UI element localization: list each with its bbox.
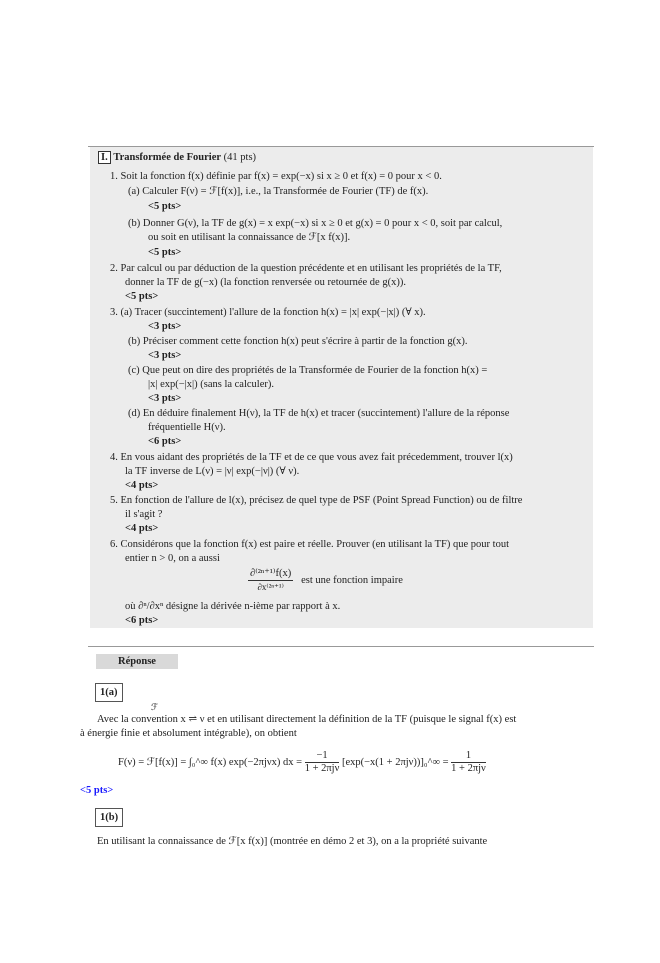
question-1: 1. Soit la fonction f(x) définie par f(x) = exp(−x) si x ≥ 0 et f(x) = 0 pour x < 0. xyxy=(110,171,442,182)
question-4-points: <4 pts> xyxy=(125,480,159,491)
question-1a-points: <5 pts> xyxy=(148,201,182,212)
question-5-line1: 5. En fonction de l'allure de l(x), précisez de quel type de PSF (Point Spread Function) ou de filtre xyxy=(110,495,523,506)
section-number: I. xyxy=(98,151,111,164)
fraction-2-denominator: 1 + 2πjν xyxy=(451,763,486,774)
answer-1a-line1: Avec la convention x ⇌ ν et en utilisant directement la définition de la TF (puisque le signal f(x) est xyxy=(97,714,517,725)
question-3a-points: <3 pts> xyxy=(148,321,182,332)
question-3b: (b) Préciser comment cette fonction h(x) peut s'écrire à partir de la fonction g(x). xyxy=(128,336,468,347)
question-3b-points: <3 pts> xyxy=(148,350,182,361)
question-2-points: <5 pts> xyxy=(125,291,159,302)
fraction-1 xyxy=(305,750,340,775)
section-heading xyxy=(98,151,256,164)
fourier-arrow-label: ℱ xyxy=(151,702,159,712)
derivative-fraction xyxy=(248,568,293,593)
question-2-line2: donner la TF de g(−x) (la fonction renversée ou retournée de g(x)). xyxy=(125,277,406,288)
question-4-line1: 4. En vous aidant des propriétés de la TF et de ce que vous avez fait précedemment, trouver l(x) xyxy=(110,452,513,463)
section-points: (41 pts) xyxy=(223,152,257,163)
answer-tag-1a: 1(a) xyxy=(95,683,123,702)
answer-1a-equation xyxy=(118,750,486,775)
fraction-1-numerator: −1 xyxy=(305,750,340,763)
question-3d-line2: fréquentielle H(ν). xyxy=(148,422,226,433)
answer-1a-points: <5 pts> xyxy=(80,785,114,796)
question-6-formula xyxy=(248,568,403,593)
question-2-line1: 2. Par calcul ou par déduction de la question précédente et en utilisant les propriétés de la TF, xyxy=(110,263,502,274)
section-title: Transformée de Fourier xyxy=(113,152,222,163)
equation-left: F(ν) = ℱ[f(x)] = ∫₀^∞ f(x) exp(−2πjνx) dx = xyxy=(118,756,303,768)
question-3c-points: <3 pts> xyxy=(148,393,182,404)
formula-text: est une fonction impaire xyxy=(301,574,403,586)
question-5-line2: il s'agit ? xyxy=(125,509,163,520)
question-3d-line1: (d) En déduire finalement H(ν), la TF de h(x) et tracer (succintement) l'allure de la réponse xyxy=(128,408,510,419)
question-1b-line2: ou soit en utilisant la connaissance de ℱ[x f(x)]. xyxy=(148,232,351,243)
question-6-points: <6 pts> xyxy=(125,615,159,626)
answer-tag-1b: 1(b) xyxy=(95,808,123,827)
question-1a: (a) Calculer F(ν) = ℱ[f(x)], i.e., la Transformée de Fourier (TF) de f(x). xyxy=(128,186,429,197)
fraction-2-numerator: 1 xyxy=(451,750,486,763)
fraction-numerator: ∂⁽²ⁿ⁺¹⁾f(x) xyxy=(250,568,292,579)
question-3a: 3. (a) Tracer (succintement) l'allure de la fonction h(x) = |x| exp(−|x|) (∀ x). xyxy=(110,307,426,318)
question-3c-line1: (c) Que peut on dire des propriétés de la Transformée de Fourier de la fonction h(x) = xyxy=(128,365,488,376)
answer-1b-line1: En utilisant la connaissance de ℱ[x f(x)] (montrée en démo 2 et 3), on a la propriété suivante xyxy=(97,836,488,847)
question-1b-line1: (b) Donner G(ν), la TF de g(x) = x exp(−x) si x ≥ 0 et g(x) = 0 pour x < 0, soit par calcul, xyxy=(128,218,503,229)
question-4-line2: la TF inverse de L(ν) = |ν| exp(−|ν|) (∀ ν). xyxy=(125,466,300,477)
answer-header: Réponse xyxy=(96,654,178,669)
fraction-1-denominator: 1 + 2πjν xyxy=(304,763,340,774)
question-6-line2: entier n > 0, on a aussi xyxy=(125,553,220,564)
question-6-line3: où ∂ⁿ/∂xⁿ désigne la dérivée n-ième par rapport à x. xyxy=(125,601,341,612)
fraction-denominator: ∂x⁽²ⁿ⁺¹⁾ xyxy=(257,582,284,592)
fraction-2 xyxy=(451,750,486,775)
answer-1a-line2: à énergie finie et absolument intégrable), on obtient xyxy=(80,728,297,739)
answer-rule xyxy=(88,646,594,647)
question-1b-points: <5 pts> xyxy=(148,247,182,258)
question-3c-line2: |x| exp(−|x|) (sans la calculer). xyxy=(148,379,274,390)
equation-middle: [exp(−x(1 + 2πjν))]₀^∞ = xyxy=(341,756,449,768)
question-3d-points: <6 pts> xyxy=(148,436,182,447)
question-5-points: <4 pts> xyxy=(125,523,159,534)
question-6-line1: 6. Considérons que la fonction f(x) est paire et réelle. Prouver (en utilisant la TF) que pour tout xyxy=(110,539,509,550)
